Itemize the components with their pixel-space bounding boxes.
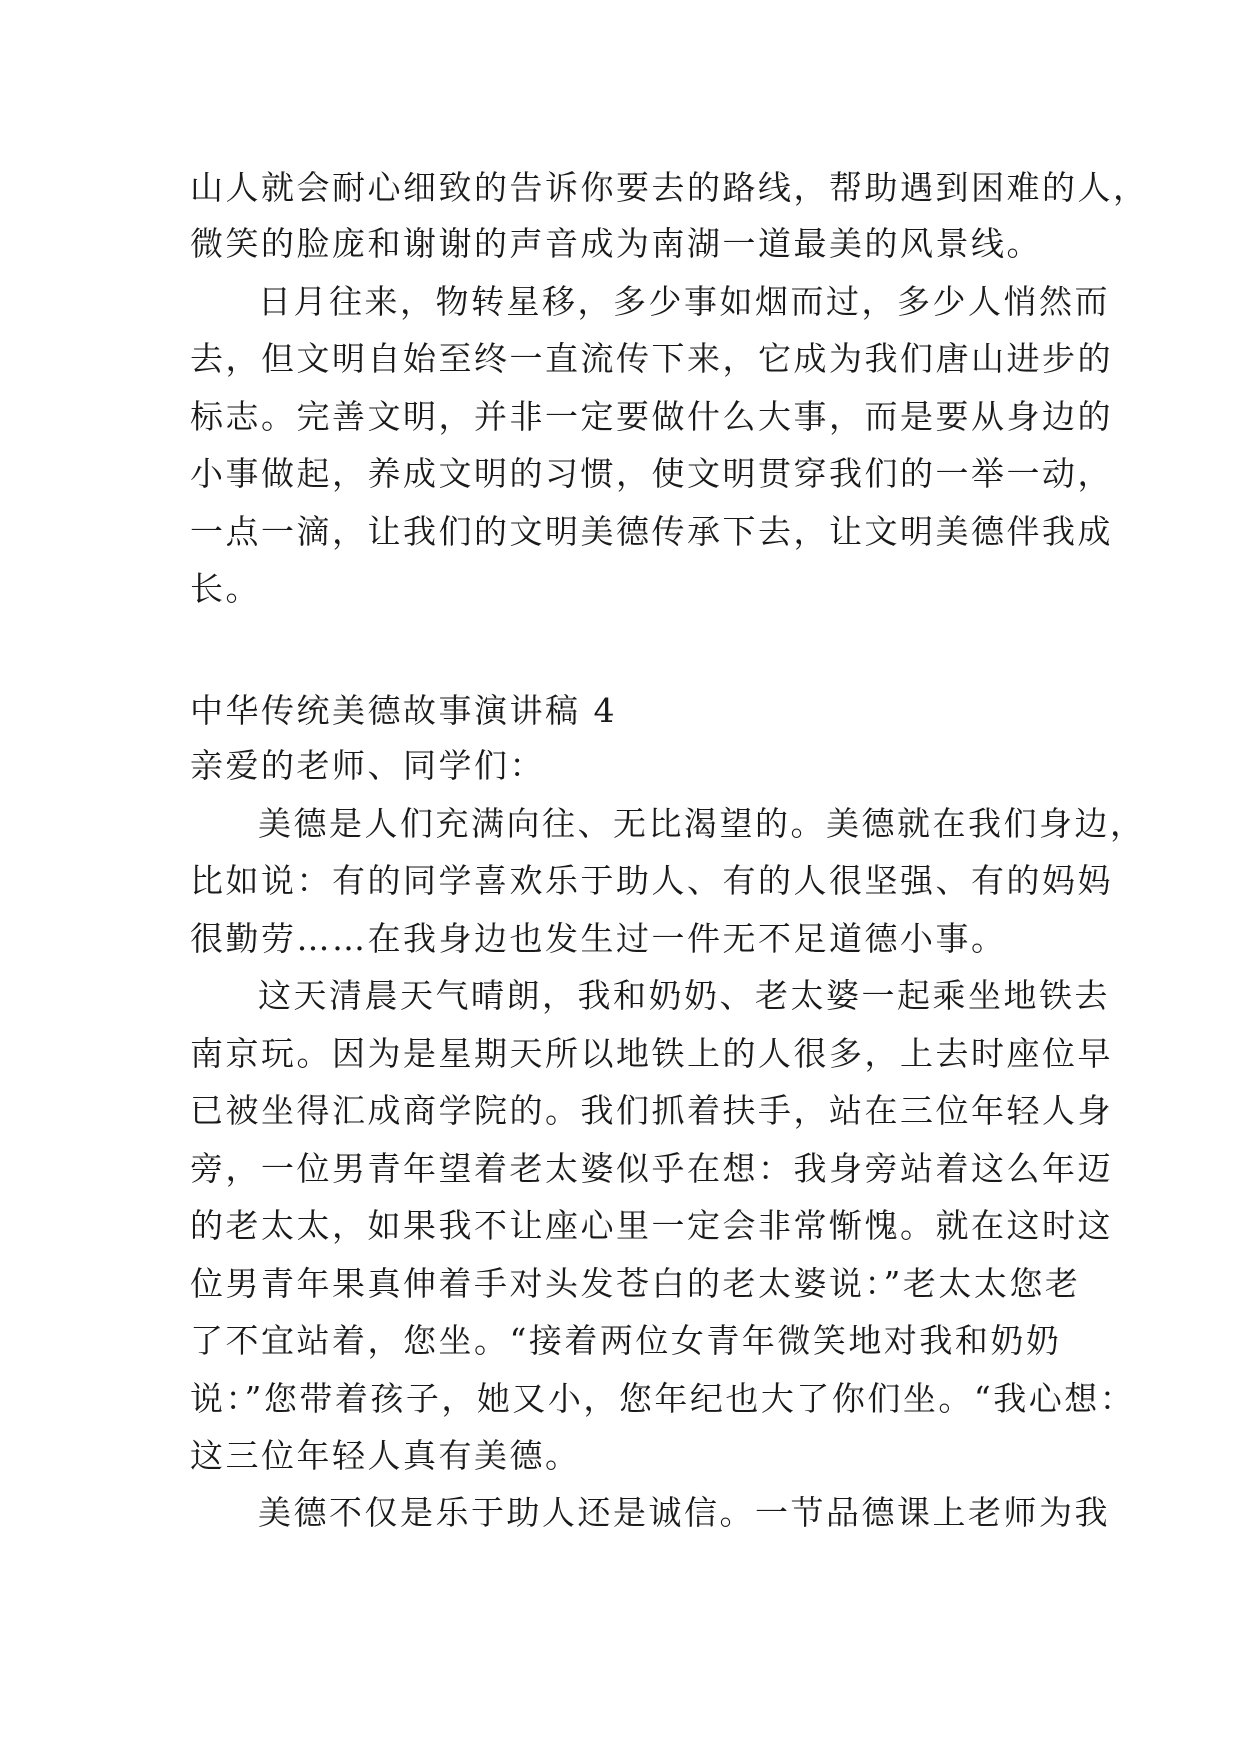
text-line: 的老太太，如果我不让座心里一定会非常惭愧。就在这时这	[190, 1206, 1113, 1245]
text-line: 说：”您带着孩子，她又小，您年纪也大了你们坐。“我心想：	[190, 1379, 1136, 1418]
text-line: 日月往来，物转星移，多少事如烟而过，多少人悄然而	[258, 282, 1110, 321]
text-line: 很勤劳……在我身边也发生过一件无不足道德小事。	[190, 919, 1007, 958]
text-line: 山人就会耐心细致的告诉你要去的路线，帮助遇到困难的人，	[190, 168, 1149, 207]
text-line: 南京玩。因为是星期天所以地铁上的人很多，上去时座位早	[190, 1034, 1113, 1073]
text-line: 比如说：有的同学喜欢乐于助人、有的人很坚强、有的妈妈	[190, 861, 1113, 900]
salutation: 亲爱的老师、同学们：	[190, 746, 545, 785]
text-line: 旁，一位男青年望着老太婆似乎在想：我身旁站着这么年迈	[190, 1149, 1113, 1188]
text-line: 了不宜站着，您坐。“接着两位女青年微笑地对我和奶奶	[190, 1321, 1062, 1360]
text-line: 长。	[190, 569, 261, 608]
text-line: 标志。完善文明，并非一定要做什么大事，而是要从身边的	[190, 397, 1113, 436]
text-line: 一点一滴，让我们的文明美德传承下去，让文明美德伴我成	[190, 512, 1113, 551]
text-line: 已被坐得汇成商学院的。我们抓着扶手，站在三位年轻人身	[190, 1091, 1113, 1130]
text-line: 微笑的脸庞和谢谢的声音成为南湖一道最美的风景线。	[190, 224, 1042, 263]
text-line: 这天清晨天气晴朗，我和奶奶、老太婆一起乘坐地铁去	[258, 976, 1110, 1015]
text-line: 美德是人们充满向往、无比渴望的。美德就在我们身边，	[258, 804, 1146, 843]
text-line: 美德不仅是乐于助人还是诚信。一节品德课上老师为我	[258, 1493, 1110, 1532]
text-line: 去，但文明自始至终一直流传下来，它成为我们唐山进步的	[190, 339, 1113, 378]
text-line: 这三位年轻人真有美德。	[190, 1436, 581, 1475]
section-title: 中华传统美德故事演讲稿 4	[190, 691, 617, 730]
text-line: 小事做起，养成文明的习惯，使文明贯穿我们的一举一动，	[190, 454, 1113, 493]
text-line: 位男青年果真伸着手对头发苍白的老太婆说：”老太太您老	[190, 1264, 1081, 1303]
